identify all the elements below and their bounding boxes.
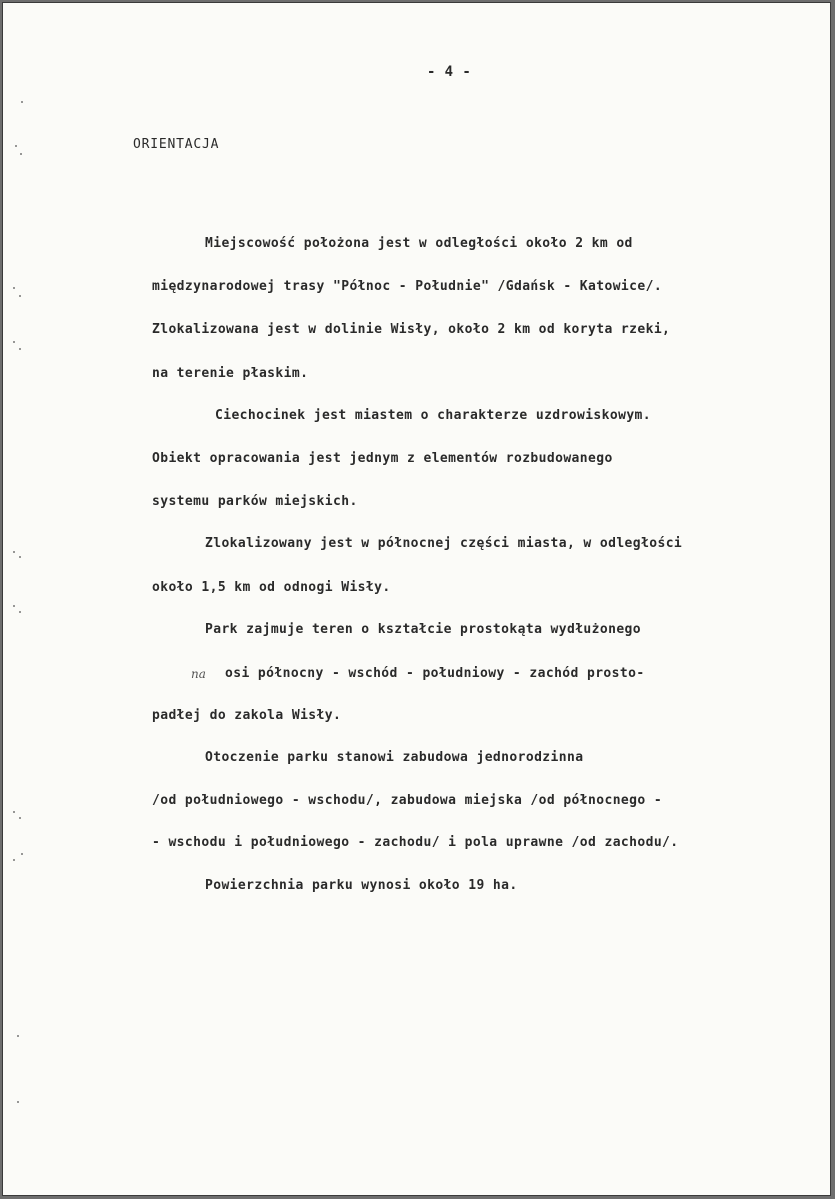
scan-speck — [19, 295, 21, 297]
text-line: na terenie płaskim. — [152, 366, 309, 381]
text-line: Zlokalizowany jest w północnej części miasta, w odległości — [205, 536, 683, 551]
text-line: systemu parków miejskich. — [152, 494, 358, 509]
scan-speck — [13, 551, 15, 553]
text-line: osi północny - wschód - południowy - zachód prosto- — [225, 666, 645, 681]
scan-speck — [21, 101, 23, 103]
text-line: Zlokalizowana jest w dolinie Wisły, około 2 km od koryta rzeki, — [152, 322, 671, 337]
text-line: Park zajmuje teren o kształcie prostokąta wydłużonego — [205, 622, 642, 637]
text-line: około 1,5 km od odnogi Wisły. — [152, 580, 391, 595]
text-line: Obiekt opracowania jest jednym z elementów rozbudowanego — [152, 451, 613, 466]
text-line: Miejscowość położona jest w odległości około 2 km od — [205, 236, 633, 251]
handwritten-note: na — [191, 667, 206, 681]
scan-speck — [17, 1035, 19, 1037]
text-line: /od południowego - wschodu/, zabudowa miejska /od północnego - — [152, 793, 663, 808]
scan-speck — [13, 605, 15, 607]
scan-speck — [19, 556, 21, 558]
scan-speck — [15, 145, 17, 147]
scan-speck — [20, 153, 22, 155]
text-line: Powierzchnia parku wynosi około 19 ha. — [205, 878, 518, 893]
document-page — [2, 2, 831, 1196]
text-line: międzynarodowej trasy "Północ - Południe" /Gdańsk - Katowice/. — [152, 279, 663, 294]
text-line: Otoczenie parku stanowi zabudowa jednorodzinna — [205, 750, 584, 765]
scan-speck — [19, 348, 21, 350]
scan-speck — [19, 817, 21, 819]
page-number: - 4 - — [427, 64, 472, 80]
text-line: Ciechocinek jest miastem o charakterze uzdrowiskowym. — [215, 408, 652, 423]
text-line: padłej do zakola Wisły. — [152, 708, 342, 723]
scan-speck — [17, 1101, 19, 1103]
scan-speck — [21, 853, 23, 855]
scan-speck — [13, 287, 15, 289]
scan-speck — [13, 859, 15, 861]
scan-speck — [13, 341, 15, 343]
section-heading: ORIENTACJA — [133, 137, 220, 152]
text-line: - wschodu i południowego - zachodu/ i pola uprawne /od zachodu/. — [152, 835, 679, 850]
scan-speck — [19, 611, 21, 613]
scan-speck — [13, 811, 15, 813]
